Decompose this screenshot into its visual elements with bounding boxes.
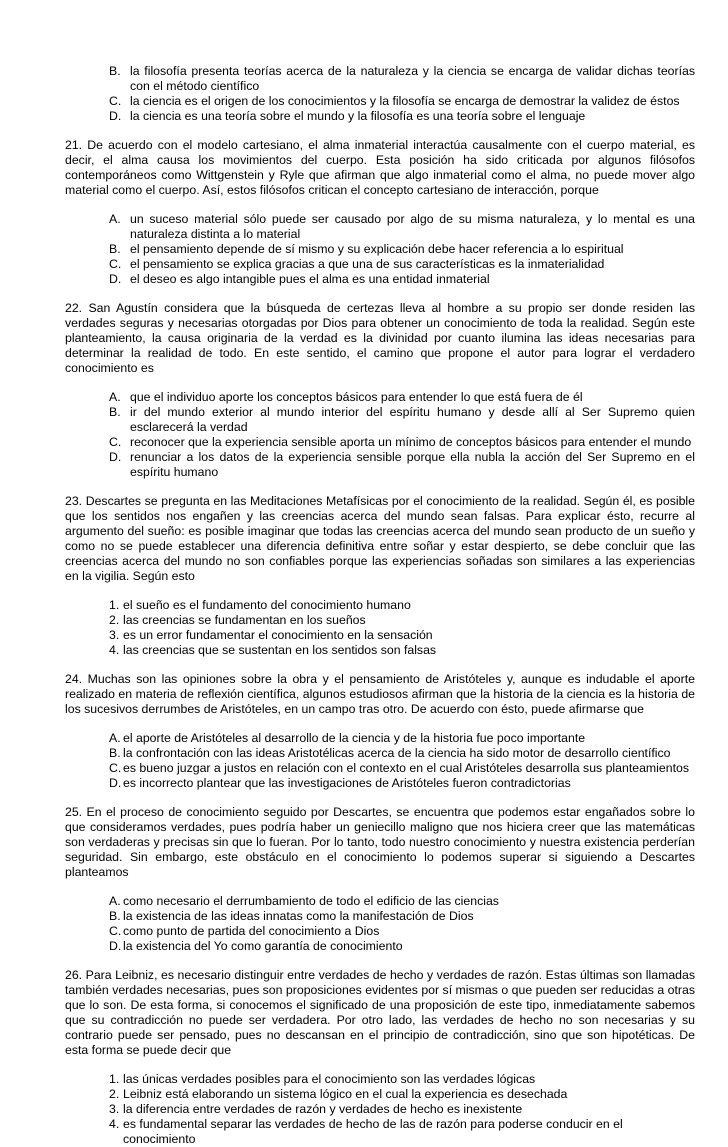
option-marker: D. bbox=[109, 450, 122, 464]
option-text: la existencia de las ideas innatas como la manifestación de Dios bbox=[123, 909, 474, 923]
option-a bbox=[109, 390, 695, 405]
option-marker: 1. bbox=[109, 1072, 120, 1086]
option-marker: 3. bbox=[109, 628, 120, 642]
prev-question-options bbox=[109, 64, 695, 124]
option-text: un suceso material sólo puede ser causado por algo de su misma naturaleza, y lo mental es una naturaleza distinta a lo material bbox=[130, 212, 695, 241]
option-text: la filosofía presenta teorías acerca de la naturaleza y la ciencia se encarga de validar dichas teorías con el método científico bbox=[130, 64, 695, 93]
option-text: las únicas verdades posibles para el conocimiento son las verdades lógicas bbox=[123, 1072, 536, 1086]
question-23-stem: 23. Descartes se pregunta en las Meditaciones Metafísicas por el conocimiento de la realidad. Según él, es posible que los sentidos nos engañen y las creencias acerca del mundo sean falsas. Para explicar ésto, recurre al argumento del sueño: es posible imaginar que todas las creencias acerca del mundo sean producto de un sueño y como no se puede establecer una diferencia definitiva entre soñar y estar despierto, se debe concluir que las creencias acerca del mundo no son confiables porque las experiencias soñadas son similares a las experiencias en la vigilia. Según esto bbox=[65, 494, 695, 583]
option-marker: D. bbox=[109, 939, 122, 953]
option-b bbox=[109, 242, 695, 257]
option-text: la ciencia es el origen de los conocimientos y la filosofía se encarga de demostrar la validez de éstos bbox=[130, 94, 680, 108]
option-text: ir del mundo exterior al mundo interior del espíritu humano y desde allí al Ser Supremo quien esclarecerá la verdad bbox=[130, 405, 695, 434]
option-marker: D. bbox=[109, 776, 122, 790]
option-marker: 3. bbox=[109, 1102, 120, 1116]
question-26-options bbox=[109, 1072, 695, 1147]
option-text: como punto de partida del conocimiento a Dios bbox=[123, 924, 380, 938]
option-c bbox=[109, 435, 695, 450]
option-text: el pensamiento depende de sí mismo y su explicación debe hacer referencia a lo espiritual bbox=[130, 242, 624, 256]
option-text: la diferencia entre verdades de razón y verdades de hecho es inexistente bbox=[123, 1102, 523, 1116]
option-marker: C. bbox=[109, 94, 122, 108]
option-b bbox=[109, 909, 695, 924]
option-text: el pensamiento se explica gracias a que una de sus características es la inmaterialidad bbox=[130, 257, 605, 271]
option-d bbox=[109, 109, 695, 124]
option-d bbox=[109, 450, 695, 480]
option-text: la ciencia es una teoría sobre el mundo y la filosofía es una teoría sobre el lenguaje bbox=[130, 109, 586, 123]
option-marker: B. bbox=[109, 242, 121, 256]
option-text: el deseo es algo intangible pues el alma es una entidad inmaterial bbox=[130, 272, 490, 286]
option-marker: B. bbox=[109, 909, 121, 923]
option-text: la confrontación con las ideas Aristotélicas acerca de la ciencia ha sido motor de desarrollo científico bbox=[123, 746, 671, 760]
option-1 bbox=[109, 1072, 695, 1087]
option-2 bbox=[109, 1087, 695, 1102]
option-a bbox=[109, 212, 695, 242]
option-marker: 4. bbox=[109, 643, 120, 657]
option-marker: 4. bbox=[109, 1117, 120, 1131]
option-d bbox=[109, 939, 695, 954]
option-text: las creencias se fundamentan en los sueños bbox=[123, 613, 366, 627]
option-text: el aporte de Aristóteles al desarrollo de la ciencia y de la historia fue poco importante bbox=[123, 731, 586, 745]
option-text: es un error fundamentar el conocimiento en la sensación bbox=[123, 628, 433, 642]
option-marker: B. bbox=[109, 64, 121, 78]
option-text: renunciar a los datos de la experiencia sensible porque ella nubla la acción del Ser Supremo en el espíritu humano bbox=[130, 450, 695, 479]
option-marker: B. bbox=[109, 405, 121, 419]
option-a bbox=[109, 731, 695, 746]
option-3 bbox=[109, 1102, 695, 1117]
question-21-stem: 21. De acuerdo con el modelo cartesiano, el alma inmaterial interactúa causalmente con el cuerpo material, es decir, el alma causa los movimientos del cuerpo. Esta posición ha sido criticada por algunos filósofos contemporáneos como Wittgenstein y Ryle que afirman que algo inmaterial como el alma, no puede mover algo material como el cuerpo. Así, estos filósofos critican el concepto cartesiano de interacción, porque bbox=[65, 138, 695, 197]
option-marker: C. bbox=[109, 257, 122, 271]
option-text: las creencias que se sustentan en los sentidos son falsas bbox=[123, 643, 437, 657]
option-text: la existencia del Yo como garantía de conocimiento bbox=[123, 939, 403, 953]
option-marker: 2. bbox=[109, 1087, 120, 1101]
option-d bbox=[109, 272, 695, 287]
question-25-options bbox=[109, 894, 695, 954]
option-marker: A. bbox=[109, 894, 121, 908]
option-1 bbox=[109, 598, 695, 613]
option-b bbox=[109, 405, 695, 435]
option-marker: A. bbox=[109, 390, 121, 404]
option-text: como necesario el derrumbamiento de todo el edificio de las ciencias bbox=[123, 894, 499, 908]
option-d bbox=[109, 776, 695, 791]
option-text: reconocer que la experiencia sensible aporta un mínimo de conceptos básicos para entender el mundo bbox=[130, 435, 692, 449]
option-text: que el individuo aporte los conceptos básicos para entender lo que está fuera de él bbox=[130, 390, 583, 404]
option-c bbox=[109, 761, 695, 776]
option-marker: C. bbox=[109, 924, 122, 938]
question-26-stem: 26. Para Leibniz, es necesario distinguir entre verdades de hecho y verdades de razón. Estas últimas son llamadas también verdades necesarias, pues son proposiciones evidentes por sí mismas o que pueden ser reducidas a otras que lo son. De esta forma, si conocemos el significado de una proposición de este tipo, inmediatamente sabemos que su contradicción no puede ser verdadera. Por otro lado, las verdades de hecho no son necesarias y su contrario puede ser pensado, pues no descansan en el principio de contradicción, sino que son hipotéticas. De esta forma se puede decir que bbox=[65, 968, 695, 1057]
option-c bbox=[109, 94, 695, 109]
option-marker: C. bbox=[109, 761, 122, 775]
question-22-stem: 22. San Agustín considera que la búsqueda de certezas lleva al hombre a su propio ser donde residen las verdades seguras y necesarias otorgadas por Dios para obtener un conocimiento de toda la realidad. Según este planteamiento, la causa originaria de la verdad es la divinidad por cuanto ilumina las ideas necesarias para determinar la realidad de todo. En este sentido, el camino que propone el autor para lograr el verdadero conocimiento es bbox=[65, 301, 695, 375]
option-c bbox=[109, 924, 695, 939]
question-25-stem: 25. En el proceso de conocimiento seguido por Descartes, se encuentra que podemos estar engañados sobre lo que consideramos verdades, pues podría haber un geniecillo maligno que nos hiciera creer que las matemáticas son verdaderas y precisas sin que lo fueran. Por lo tanto, todo nuestro conocimiento y nuestra existencia perderían seguridad. Sin embargo, este obstáculo en el conocimiento lo podemos superar si siguiendo a Descartes planteamos bbox=[65, 805, 695, 879]
option-text: Leibniz está elaborando un sistema lógico en el cual la experiencia es desechada bbox=[123, 1087, 568, 1101]
question-23-options bbox=[109, 598, 695, 658]
option-text: es bueno juzgar a justos en relación con el contexto en el cual Aristóteles desarrolla sus planteamientos bbox=[123, 761, 689, 775]
option-marker: A. bbox=[109, 212, 121, 226]
option-marker: D. bbox=[109, 272, 122, 286]
option-marker: D. bbox=[109, 109, 122, 123]
option-marker: C. bbox=[109, 435, 122, 449]
option-b bbox=[109, 64, 695, 94]
option-b bbox=[109, 746, 695, 761]
option-marker: 1. bbox=[109, 598, 120, 612]
option-marker: B. bbox=[109, 746, 121, 760]
question-24-options bbox=[109, 731, 695, 791]
option-4 bbox=[109, 643, 695, 658]
option-3 bbox=[109, 628, 695, 643]
option-marker: A. bbox=[109, 731, 121, 745]
option-text: el sueño es el fundamento del conocimiento humano bbox=[123, 598, 411, 612]
option-2 bbox=[109, 613, 695, 628]
option-c bbox=[109, 257, 695, 272]
option-text: es fundamental separar las verdades de hecho de las de razón para poderse conducir en el conocimiento bbox=[123, 1117, 623, 1146]
question-22-options bbox=[109, 390, 695, 480]
exam-page bbox=[65, 64, 695, 1147]
option-a bbox=[109, 894, 695, 909]
option-4 bbox=[109, 1117, 695, 1147]
option-marker: 2. bbox=[109, 613, 120, 627]
question-24-stem: 24. Muchas son las opiniones sobre la obra y el pensamiento de Aristóteles y, aunque es indudable el aporte realizado en materia de reflexión científica, algunos estudiosos afirman que la historia de la ciencia es la historia de los sucesivos derrumbes de Aristóteles, en un campo tras otro. De acuerdo con ésto, puede afirmarse que bbox=[65, 672, 695, 716]
question-21-options bbox=[109, 212, 695, 287]
option-text: es incorrecto plantear que las investigaciones de Aristóteles fueron contradictorias bbox=[123, 776, 571, 790]
